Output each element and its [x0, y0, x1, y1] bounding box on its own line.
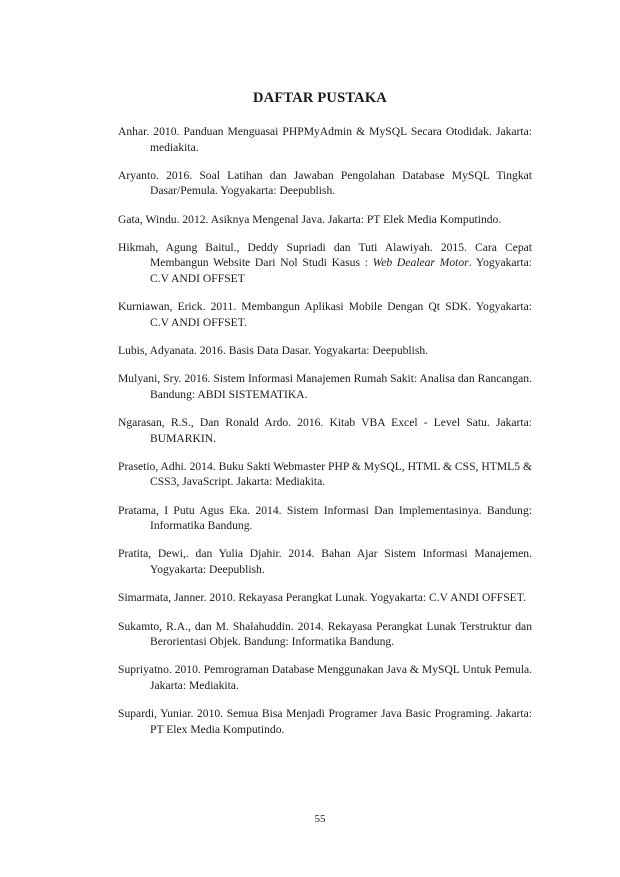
reference-item: Supriyatno. 2010. Pemrograman Database Menggunakan Java & MySQL Untuk Pemula. Jakarta: Mediakita.: [118, 663, 532, 692]
page-title: DAFTAR PUSTAKA: [253, 90, 387, 106]
reference-text: . Yogyakarta: C.V ANDI OFFSET: [150, 256, 533, 285]
reference-italic-text: Web Dealear Motor: [372, 256, 469, 270]
reference-item: Kurniawan, Erick. 2011. Membangun Aplikasi Mobile Dengan Qt SDK. Yogyakarta: C.V ANDI OFFSET.: [118, 300, 532, 329]
reference-item: Pratita, Dewi,. dan Yulia Djahir. 2014. Bahan Ajar Sistem Informasi Manajemen. Yogyakarta: Deepublish.: [118, 547, 532, 576]
reference-text: Hikmah, Agung Baitul., Deddy Supriadi dan Tuti Alawiyah. 2015. Cara Cepat Membangun Website Dari Nol Studi Kasus :: [118, 240, 532, 270]
reference-item: Gata, Windu. 2012. Asiknya Mengenal Java. Jakarta: PT Elek Media Komputindo.: [118, 212, 502, 226]
reference-item: [118, 240, 532, 287]
reference-item: Prasetio, Adhi. 2014. Buku Sakti Webmaster PHP & MySQL, HTML & CSS, HTML5 & CSS3, JavaScript. Jakarta: Mediakita.: [118, 459, 532, 489]
reference-item: Aryanto. 2016. Soal Latihan dan Jawaban Pengolahan Database MySQL Tingkat Dasar/Pemula. Yogyakarta: Deepublish.: [118, 168, 532, 198]
reference-item: Mulyani, Sry. 2016. Sistem Informasi Manajemen Rumah Sakit: Analisa dan Rancangan. Bandung: ABDI SISTEMATIKA.: [118, 372, 532, 401]
reference-item: Pratama, I Putu Agus Eka. 2014. Sistem Informasi Dan Implementasinya. Bandung: Informatika Bandung.: [118, 503, 532, 533]
reference-item: Supardi, Yuniar. 2010. Semua Bisa Menjadi Programer Java Basic Programing. Jakarta: PT Elex Media Komputindo.: [118, 707, 532, 736]
reference-item: Sukamto, R.A., dan M. Shalahuddin. 2014. Rekayasa Perangkat Lunak Terstruktur dan Berorientasi Objek. Bandung: Informatika Bandung.: [118, 619, 532, 649]
reference-item: Simarmata, Janner. 2010. Rekayasa Perangkat Lunak. Yogyakarta: C.V ANDI OFFSET.: [118, 591, 526, 605]
page-number: 55: [314, 813, 326, 825]
reference-list: [118, 124, 532, 750]
reference-item: Lubis, Adyanata. 2016. Basis Data Dasar. Yogyakarta: Deepublish.: [118, 343, 429, 357]
reference-item: Ngarasan, R.S., Dan Ronald Ardo. 2016. Kitab VBA Excel - Level Satu. Jakarta: BUMARKIN.: [118, 416, 532, 445]
reference-item: Anhar. 2010. Panduan Menguasai PHPMyAdmin & MySQL Secara Otodidak. Jakarta: mediakita.: [118, 125, 532, 154]
